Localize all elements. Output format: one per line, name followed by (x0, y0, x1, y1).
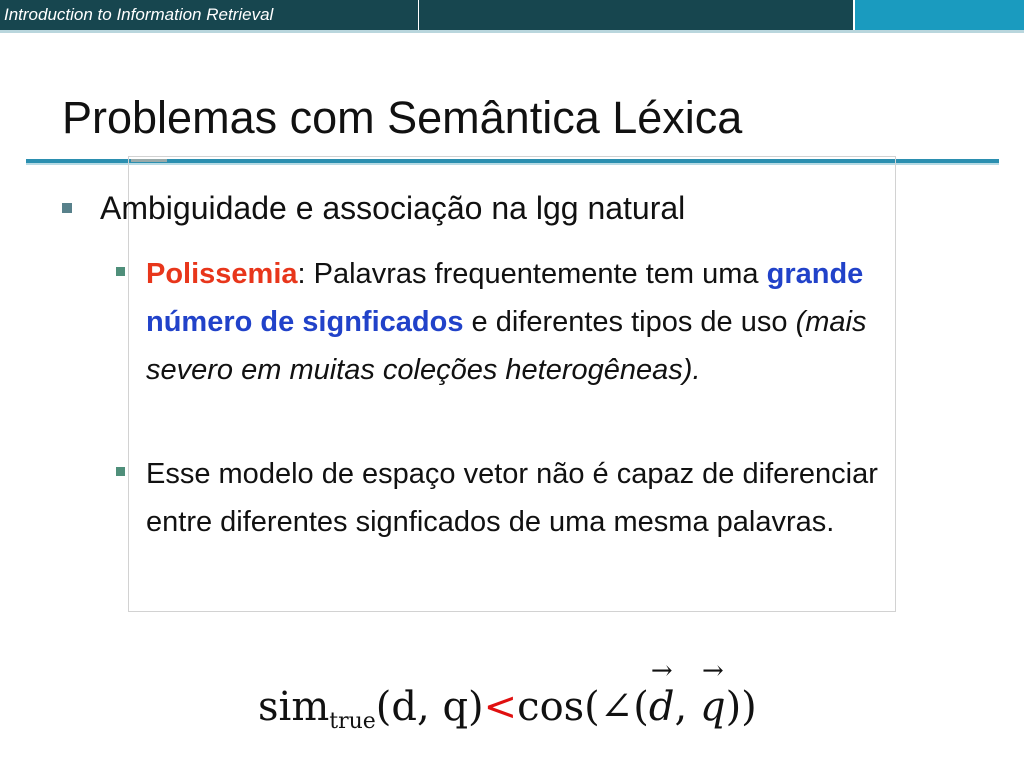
sub-bullet-marker (116, 267, 125, 276)
header-underline (0, 30, 1024, 33)
sub-bullet-marker (116, 467, 125, 476)
significados-highlight: grande número de signficados (146, 258, 864, 338)
formula-vector-q: → q (700, 684, 726, 730)
heterogeneas-note: (mais severo em muitas coleções heterogêneas). (146, 306, 867, 386)
slide-title: Problemas com Semântica Léxica (62, 92, 743, 143)
header-bar (0, 0, 1024, 32)
sub-bullet-text (146, 250, 946, 394)
formula-cos: cos(∠( (517, 684, 649, 730)
formula-comma: , (674, 684, 700, 730)
bullet-text: Ambiguidade e associação na lgg natural (100, 190, 686, 226)
bullet-marker (62, 203, 72, 213)
polissemia-term: Polissemia (146, 258, 298, 290)
course-title: Introduction to Information Retrieval (4, 5, 274, 24)
formula-less-than: < (483, 684, 518, 730)
formula-args: (d, q) (375, 684, 484, 730)
polissemia-text: : Palavras frequentemente tem uma (297, 258, 767, 290)
similarity-formula (258, 684, 757, 734)
formula-vector-d: → d (649, 684, 675, 730)
header-segment-middle (419, 0, 853, 30)
formula-subscript: true (329, 709, 376, 734)
header-segment-right (855, 0, 1024, 30)
formula-sim: sim (258, 684, 330, 730)
formula-close: )) (725, 684, 757, 730)
sub-bullet-text: Esse modelo de espaço vetor não é capaz de diferenciar entre diferentes signficados de uma mesma palavras. (146, 458, 878, 538)
image-placeholder-thumb (131, 159, 167, 162)
uso-text: e diferentes tipos de uso (463, 306, 796, 338)
